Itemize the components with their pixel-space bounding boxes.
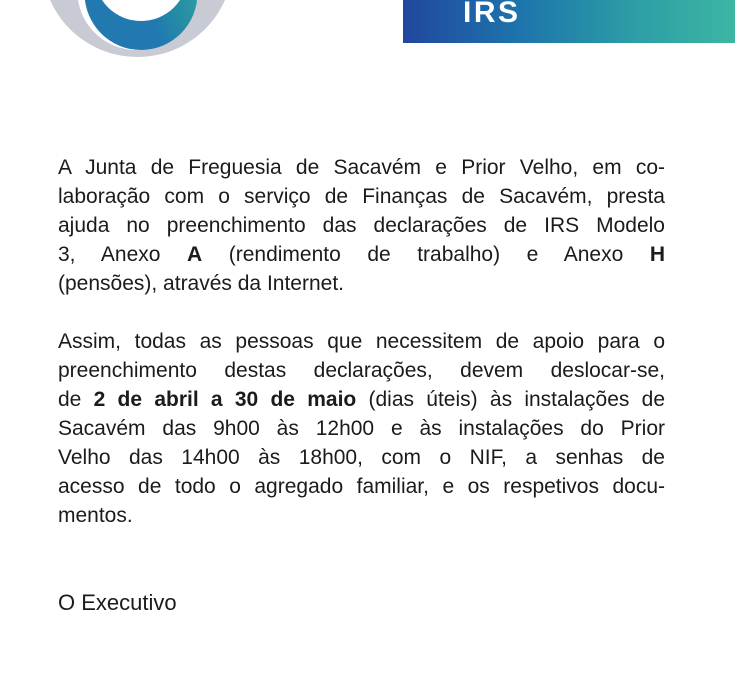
bold-text-segment: 2 de abril a 30 de maio (93, 388, 357, 411)
text-line (58, 443, 665, 472)
text-segment: Sacavém das 9h00 às 12h00 e às instalações do Prior (58, 417, 665, 440)
text-line (58, 414, 665, 443)
text-segment: Assim, todas as pessoas que necessitem de apoio para o (58, 330, 665, 353)
bold-text-segment: H (649, 243, 665, 266)
text-segment: mentos. (58, 504, 133, 527)
document-body (58, 153, 665, 617)
text-line (58, 501, 665, 530)
paragraphs-container (58, 153, 665, 530)
bold-text-segment: A (187, 243, 203, 266)
text-line (58, 182, 665, 211)
text-segment: de (58, 388, 94, 411)
text-segment: acesso de todo o agregado familiar, e os respetivos docu- (58, 475, 665, 498)
text-segment: (pensões), através da Internet. (58, 272, 344, 295)
text-line (58, 356, 665, 385)
text-segment: (rendimento de trabalho) e Anexo (202, 243, 650, 266)
text-line (58, 211, 665, 240)
freguesia-logo (0, 0, 260, 70)
paragraph (58, 327, 665, 530)
text-line (58, 269, 665, 298)
irs-banner-title: IRS (463, 0, 521, 29)
text-segment: laboração com o serviço de Finanças de Sacavém, presta (58, 185, 665, 208)
text-segment: (dias úteis) às instalações de (356, 388, 665, 411)
text-line (58, 153, 665, 182)
text-segment: preenchimento destas declarações, devem deslocar-se, (58, 359, 665, 382)
text-segment: A Junta de Freguesia de Sacavém e Prior Velho, em co- (58, 156, 665, 179)
text-segment: 3, Anexo (58, 243, 187, 266)
text-line (58, 472, 665, 501)
irs-banner (403, 0, 735, 43)
paragraph (58, 153, 665, 298)
text-line (58, 327, 665, 356)
text-line (58, 240, 665, 269)
text-line (58, 385, 665, 414)
signature: O Executivo (58, 590, 177, 615)
text-segment: Velho das 14h00 às 18h00, com o NIF, a senhas de (58, 446, 665, 469)
text-segment: ajuda no preenchimento das declarações de IRS Modelo (58, 214, 665, 237)
